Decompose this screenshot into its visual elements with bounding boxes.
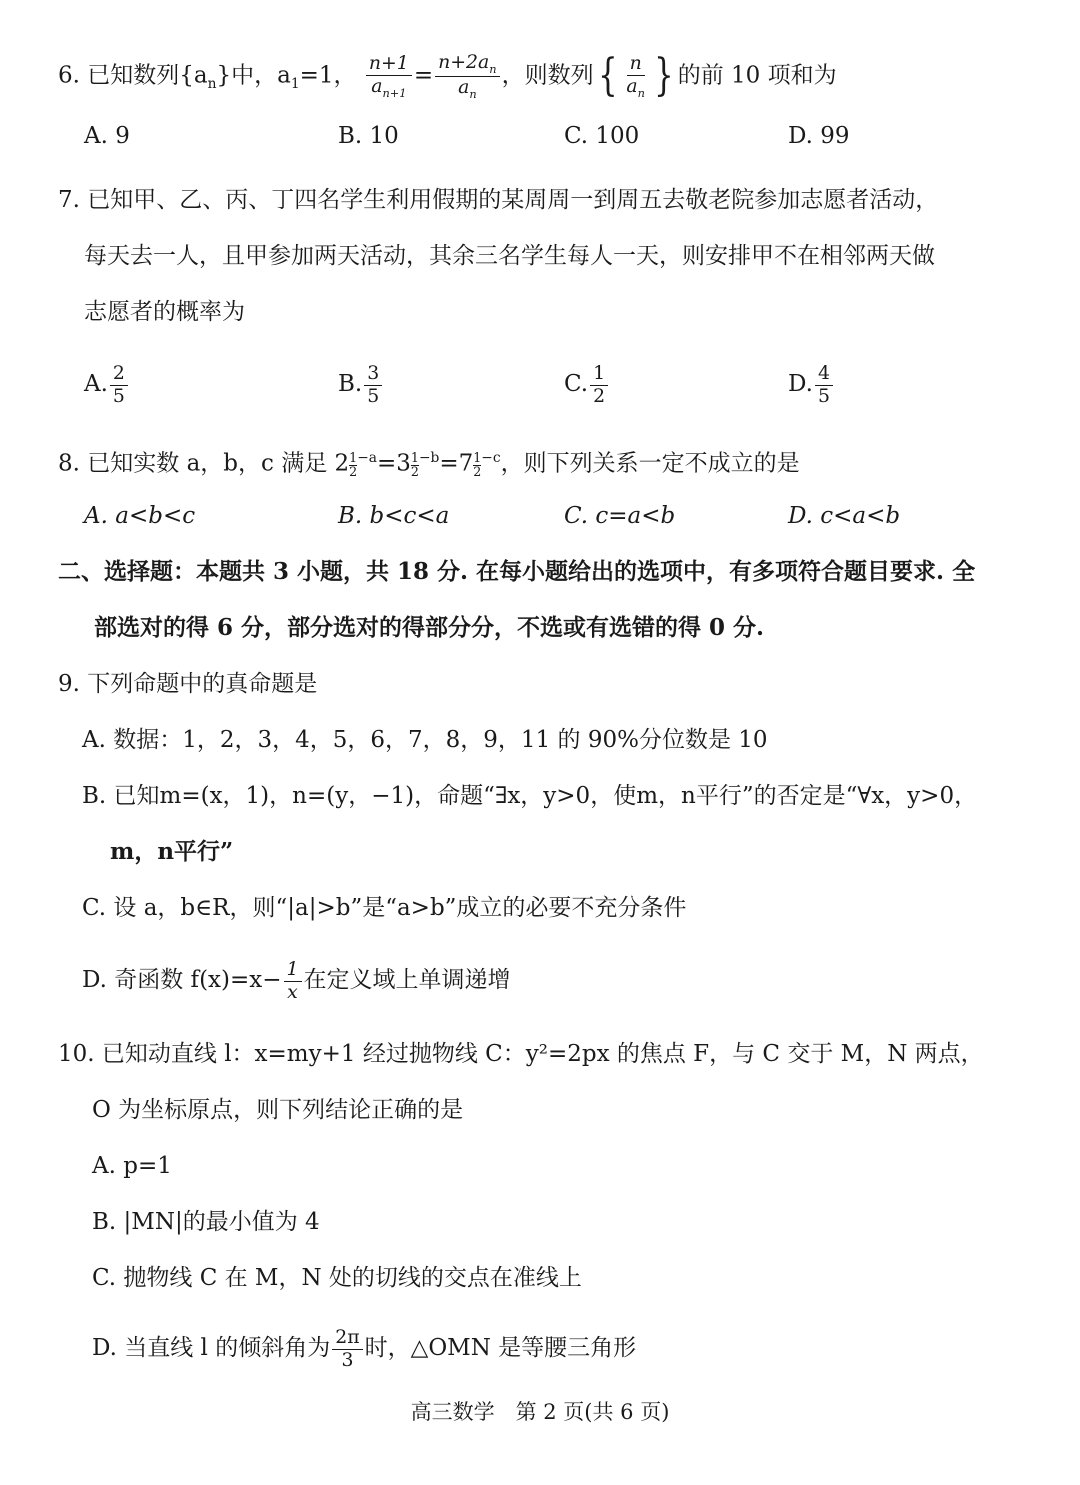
q10-line-1: 10. 已知动直线 l：x=my+1 经过抛物线 C：y²=2px 的焦点 F，与 C 交于 M，N 两点， [58, 1041, 984, 1067]
q7-option-a-label: A. [84, 371, 108, 397]
q8-text-1: 8. 已知实数 a，b，c 满足 2 [58, 450, 350, 477]
q10-option-a: A. p=1 [92, 1153, 172, 1179]
q6-frac3-den: a [626, 74, 638, 97]
q8-exp-a-den: 2 [349, 463, 358, 479]
q7-option-c [564, 354, 610, 414]
q8-eq3: =3 [376, 450, 411, 477]
q8-exp-c: −c [481, 450, 501, 466]
section2-line-1: 二、选择题：本题共 3 小题，共 18 分. 在每小题给出的选项中，有多项符合题目要求. 全 [58, 558, 976, 585]
q9-option-d-text-1: D. 奇函数 f(x)=x− [82, 967, 282, 993]
q10-option-d-num: 2π [332, 1327, 362, 1350]
q6-option-c: C. 100 [564, 123, 640, 149]
q8-options [84, 496, 1024, 540]
q9-option-d-num: 1 [284, 959, 302, 982]
q9-option-d-text-2: 在定义域上单调递增 [303, 967, 511, 993]
q10-line-2: O 为坐标原点，则下列结论正确的是 [92, 1097, 464, 1123]
q8-option-c: C. c=a<b [564, 503, 676, 529]
q8-option-b: B. b<c<a [338, 503, 450, 529]
q6-text-5: 的前 10 项和为 [677, 62, 837, 89]
q7-option-d [788, 354, 835, 414]
q7-option-b-label: B. [338, 371, 363, 397]
q8-exp-a-num: 1 [349, 450, 358, 465]
q6-sub-1: 1 [290, 75, 300, 92]
q6-frac1-num: n+1 [366, 53, 412, 76]
q6-frac2-num-sub: n [489, 62, 497, 76]
q7-option-a [84, 354, 130, 414]
q6-frac-3 [623, 53, 648, 99]
q6-frac3-den-sub: n [637, 86, 645, 100]
q6-stem [58, 52, 837, 104]
q10-option-d-text-1: D. 当直线 l 的倾斜角为 [92, 1335, 331, 1361]
left-brace-icon: { [597, 50, 618, 102]
q9-stem: 9. 下列命题中的真命题是 [58, 671, 318, 697]
q10-option-d-text-2: 时，△OMN 是等腰三角形 [364, 1335, 637, 1361]
q7-option-a-num: 2 [110, 363, 128, 386]
q10-option-d [92, 1320, 636, 1376]
q8-exp-frac-b [411, 452, 419, 478]
q8-exp-c-num: 1 [473, 450, 482, 465]
section2-line-2: 部选对的得 6 分，部分选对的得部分分，不选或有选错的得 0 分. [94, 614, 765, 641]
q6-frac2-den: a [458, 75, 470, 98]
q10-option-c: C. 抛物线 C 在 M，N 处的切线的交点在准线上 [92, 1265, 582, 1291]
q7-line-2: 每天去一人，且甲参加两天活动，其余三名学生每人一天，则安排甲不在相邻两天做 [84, 243, 935, 269]
q6-frac1-den: a [371, 74, 383, 97]
q9-option-a: A. 数据：1，2，3，4，5，6，7，8，9，11 的 90%分位数是 10 [82, 727, 768, 753]
q7-line-3: 志愿者的概率为 [84, 299, 245, 325]
q7-option-c-num: 1 [590, 363, 608, 386]
q7-option-a-den: 5 [112, 384, 125, 407]
q8-exp-b-num: 1 [410, 450, 419, 465]
q6-frac3-num: n [627, 53, 645, 76]
q7-option-c-label: C. [564, 371, 589, 397]
q8-eq7: =7 [439, 450, 474, 477]
q8-exp-frac-a [349, 452, 357, 478]
q6-option-d: D. 99 [788, 123, 850, 149]
q9-option-c: C. 设 a，b∈R，则“|a|>b”是“a>b”成立的必要不充分条件 [82, 895, 687, 921]
q9-option-b-line-2: m，n平行” [110, 838, 234, 865]
q6-sub-n: n [207, 75, 217, 92]
q6-options [84, 116, 1024, 160]
q9-option-d-den: x [287, 980, 298, 1003]
q6-text-2: }中，a [216, 62, 291, 89]
q7-option-c-den: 2 [593, 384, 606, 407]
q8-text-2: ，则下列关系一定不成立的是 [500, 450, 800, 477]
q8-exp-c-den: 2 [473, 463, 482, 479]
q6-frac2-den-sub: n [469, 87, 477, 101]
right-brace-icon: } [654, 50, 674, 102]
q9-option-d [82, 952, 511, 1008]
q8-exp-a: −a [357, 450, 377, 466]
page-footer: 高三数学 第 2 页(共 6 页) [410, 1400, 670, 1424]
q7-option-b-num: 3 [364, 363, 382, 386]
q7-option-d-den: 5 [817, 384, 830, 407]
q8-stem [58, 442, 800, 480]
q7-option-d-num: 4 [815, 363, 833, 386]
q6-frac-2 [435, 52, 499, 101]
q8-exp-b: −b [418, 450, 440, 466]
q6-eq: = [413, 62, 434, 89]
q6-frac2-num: n+2a [438, 51, 490, 73]
q10-option-b: B. |MN|的最小值为 4 [92, 1209, 320, 1235]
q8-exp-b-den: 2 [410, 463, 419, 479]
q6-text-1: 6. 已知数列{a [58, 62, 208, 89]
q7-option-d-label: D. [788, 371, 813, 397]
q10-option-d-den: 3 [341, 1348, 354, 1371]
q6-option-b: B. 10 [338, 123, 399, 149]
q6-frac-1 [366, 53, 412, 99]
q6-text-3: =1， [299, 62, 357, 89]
q8-option-d: D. c<a<b [788, 503, 901, 529]
q7-line-1: 7. 已知甲、乙、丙、丁四名学生利用假期的某周周一到周五去敬老院参加志愿者活动， [58, 187, 939, 213]
q6-text-4: ，则数列 [501, 62, 594, 89]
q9-option-b-line-1: B. 已知m=(x，1)，n=(y，−1)，命题“∃x，y>0，使m，n平行”的否定是“∀x，y>0， [82, 783, 978, 809]
q7-option-b [338, 354, 384, 414]
q6-option-a: A. 9 [84, 123, 130, 149]
q6-frac1-den-sub: n+1 [382, 86, 407, 100]
q8-option-a: A. a<b<c [84, 503, 196, 529]
q7-option-b-den: 5 [367, 384, 380, 407]
q7-options [84, 354, 1024, 414]
